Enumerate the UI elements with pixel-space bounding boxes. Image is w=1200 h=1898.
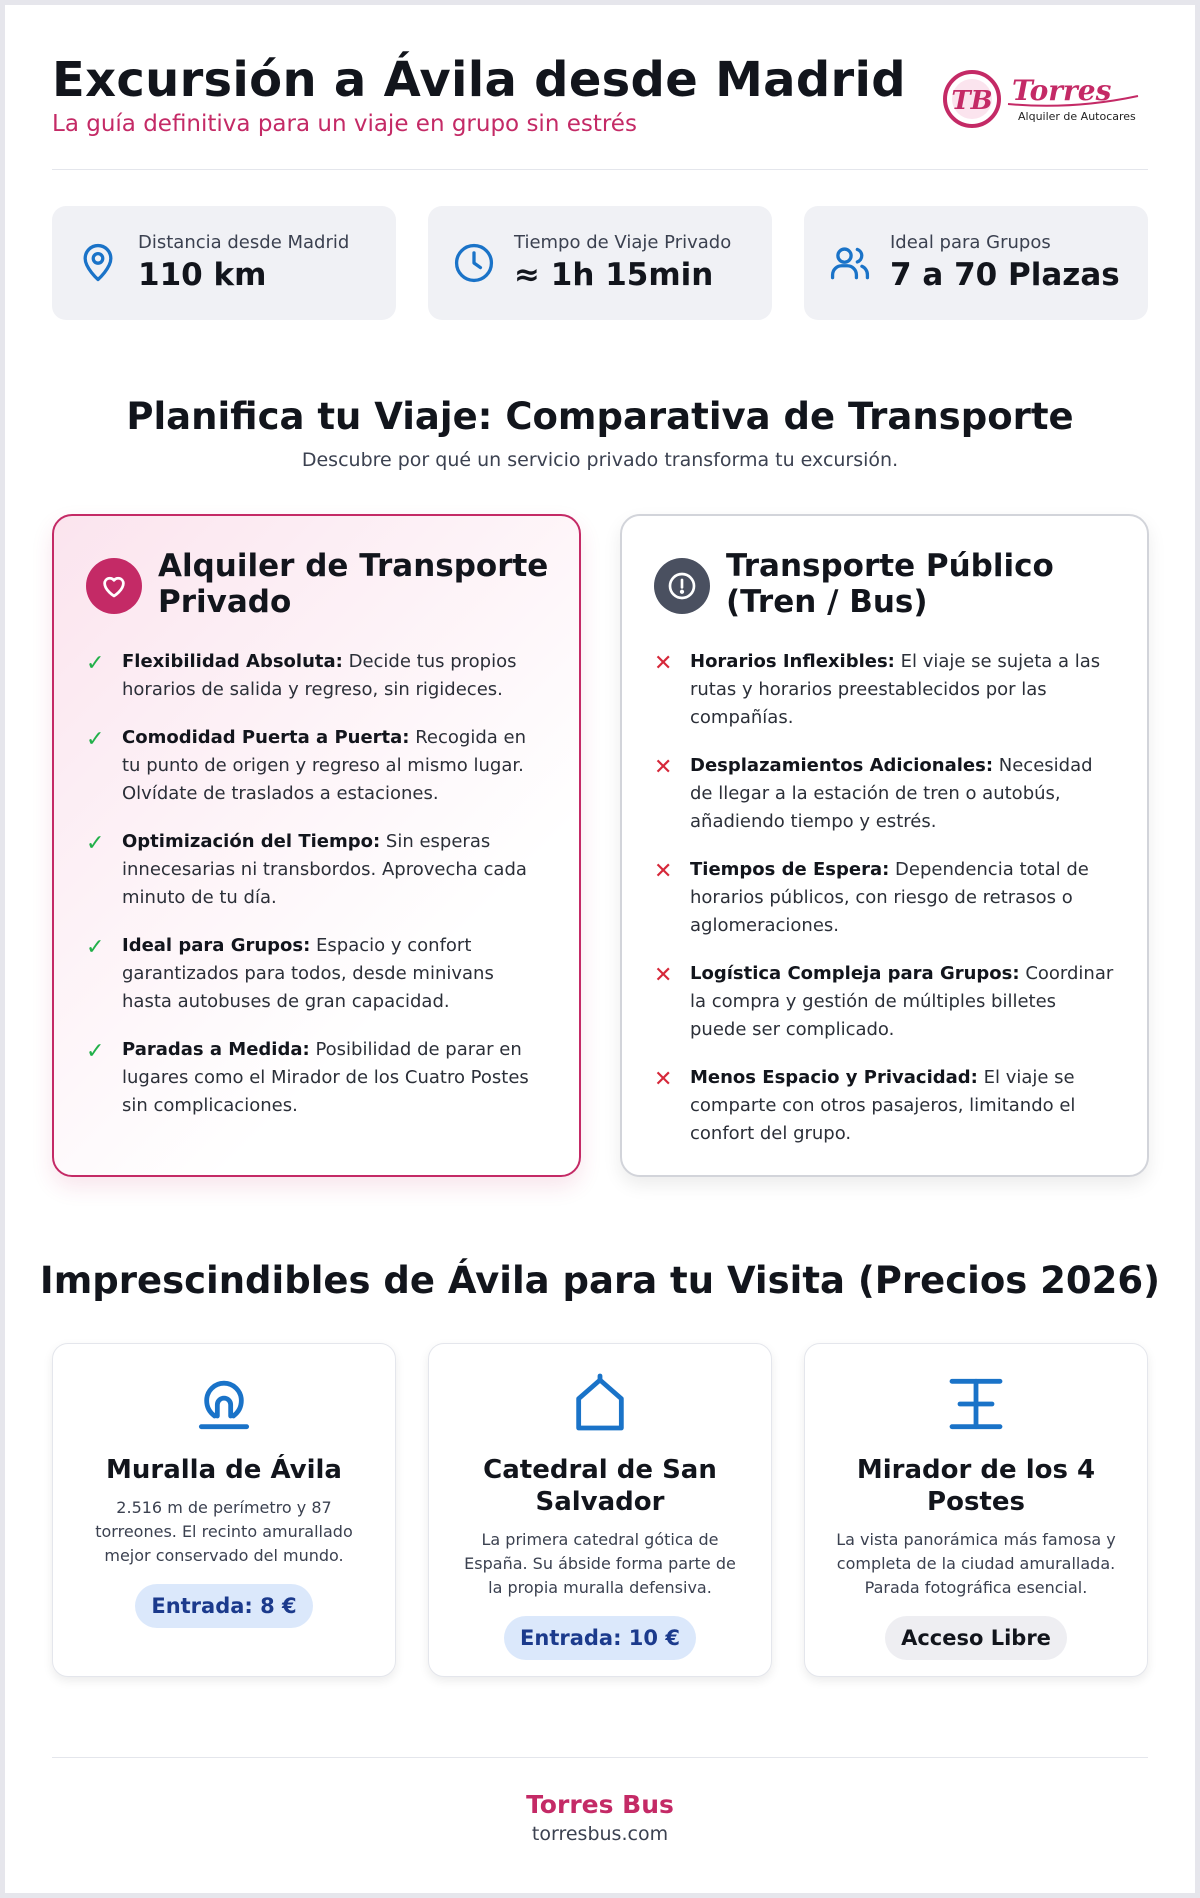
page-subtitle: La guía definitiva para un viaje en grupo sin estrés: [52, 111, 637, 137]
attraction-description: La primera catedral gótica de España. Su ábside forma parte de la propia muralla defensiva.: [464, 1530, 736, 1597]
price-badge: Entrada: 8 €: [135, 1584, 312, 1628]
stat-distance: [52, 206, 396, 320]
alert-circle-icon: [654, 558, 710, 614]
stats-row: [52, 206, 1148, 320]
users-icon: [828, 241, 872, 285]
footer: [52, 1757, 1148, 1857]
logo-mark: TB: [951, 86, 993, 116]
list-item: ✕ Tiempos de Espera: Dependencia total de horarios públicos, con riesgo de retrasos o aglomeraciones.: [654, 856, 1114, 940]
comparison-subtitle: Descubre por qué un servicio privado transforma tu excursión.: [301, 449, 899, 471]
stat-value: 7 a 70 Plazas: [890, 257, 1120, 293]
attraction-name: Muralla de Ávila: [106, 1455, 342, 1485]
torres-bus-logo: [942, 66, 1142, 132]
cathedral-icon: [568, 1372, 632, 1436]
check-icon: ✓: [86, 1039, 105, 1064]
attraction-card-catedral: [428, 1343, 772, 1677]
map-pin-icon: [76, 241, 120, 285]
attraction-card-muralla: [52, 1343, 396, 1677]
price-badge: Entrada: 10 €: [504, 1616, 696, 1660]
cross-icon: ✕: [654, 651, 673, 676]
attractions-row: [52, 1343, 1148, 1677]
stat-group-size: [804, 206, 1148, 320]
cross-icon: ✕: [654, 859, 673, 884]
stat-label: Tiempo de Viaje Privado: [514, 232, 732, 253]
list-item: ✕ Menos Espacio y Privacidad: El viaje se comparte con otros pasajeros, limitando el confort del grupo.: [654, 1064, 1114, 1148]
logo-tagline: Alquiler de Autocares: [1018, 110, 1136, 123]
list-item: ✓ Flexibilidad Absoluta: Decide tus propios horarios de salida y regreso, sin rigideces.: [86, 648, 546, 704]
page: [5, 5, 1195, 1893]
list-item: ✕ Logística Compleja para Grupos: Coordinar la compra y gestión de múltiples billetes puede ser complicado.: [654, 960, 1114, 1044]
stat-value: 110 km: [138, 257, 267, 293]
list-item: ✓ Ideal para Grupos: Espacio y confort garantizados para todos, desde minivans hasta autobuses de gran capacidad.: [86, 932, 546, 1016]
footer-url[interactable]: torresbus.com: [531, 1823, 669, 1845]
check-icon: ✓: [86, 727, 105, 752]
header: [52, 52, 1148, 170]
heart-icon: [86, 558, 142, 614]
attraction-card-mirador: [804, 1343, 1148, 1677]
stat-travel-time: [428, 206, 772, 320]
attraction-description: 2.516 m de perímetro y 87 torreones. El recinto amurallado mejor conservado del mundo.: [95, 1498, 353, 1565]
check-icon: ✓: [86, 935, 105, 960]
stat-label: Distancia desde Madrid: [138, 232, 350, 253]
viewpoint-posts-icon: [944, 1372, 1008, 1436]
list-item: ✓ Optimización del Tiempo: Sin esperas innecesarias ni transbordos. Aprovecha cada minuto de tu día.: [86, 828, 546, 912]
private-card-title: Alquiler de Transporte Privado: [158, 548, 549, 620]
list-item: ✕ Horarios Inflexibles: El viaje se sujeta a las rutas y horarios preestablecidos por las compañías.: [654, 648, 1114, 732]
page-title: Excursión a Ávila desde Madrid: [52, 52, 906, 108]
stat-label: Ideal para Grupos: [890, 232, 1051, 253]
list-item: ✓ Paradas a Medida: Posibilidad de parar en lugares como el Mirador de los Cuatro Postes sin complicaciones.: [86, 1036, 546, 1120]
attraction-name: Catedral de San Salvador: [483, 1455, 717, 1517]
wall-tower-icon: [192, 1372, 256, 1436]
stat-value: ≈ 1h 15min: [514, 257, 714, 293]
comparison-title: Planifica tu Viaje: Comparativa de Transporte: [126, 395, 1074, 438]
cross-icon: ✕: [654, 963, 673, 988]
cross-icon: ✕: [654, 1067, 673, 1092]
attraction-name: Mirador de los 4 Postes: [856, 1455, 1096, 1517]
footer-brand: Torres Bus: [526, 1790, 674, 1819]
public-card-title: Transporte Público (Tren / Bus): [726, 548, 1054, 620]
clock-icon: [452, 241, 496, 285]
check-icon: ✓: [86, 831, 105, 856]
public-transport-card: [620, 514, 1149, 1177]
logo-name: Torres: [1012, 74, 1112, 107]
list-item: ✓ Comodidad Puerta a Puerta: Recogida en tu punto de origen y regreso al mismo lugar. Olvídate de traslados a estaciones.: [86, 724, 546, 808]
price-badge: Acceso Libre: [885, 1616, 1067, 1660]
private-transport-card: [52, 514, 581, 1177]
cross-icon: ✕: [654, 755, 673, 780]
attraction-description: La vista panorámica más famosa y completa de la ciudad amurallada. Parada fotográfica esencial.: [836, 1530, 1116, 1597]
attractions-title: Imprescindibles de Ávila para tu Visita (Precios 2026): [39, 1259, 1161, 1302]
check-icon: ✓: [86, 651, 105, 676]
list-item: ✕ Desplazamientos Adicionales: Necesidad de llegar a la estación de tren o autobús, añadiendo tiempo y estrés.: [654, 752, 1114, 836]
